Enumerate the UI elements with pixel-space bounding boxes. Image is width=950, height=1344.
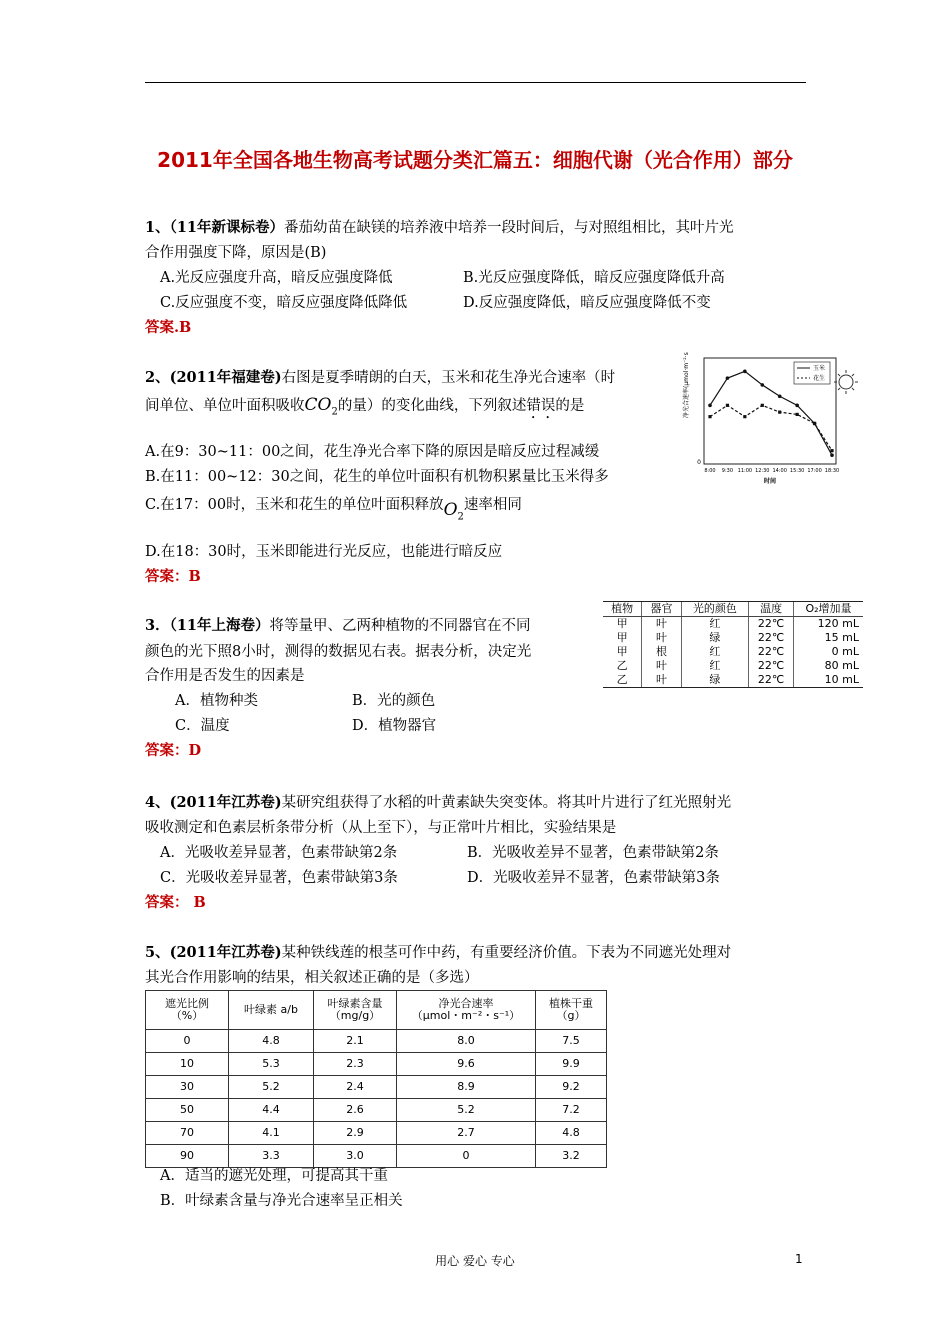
q2-option-d: D.在18：30时，玉米即能进行光反应，也能进行暗反应 (145, 544, 503, 560)
q4-line2: 吸收测定和色素层析条带分析（从上至下），与正常叶片相比，实验结果是 (145, 820, 617, 836)
table-row (146, 1053, 607, 1076)
q4-option-b: B．光吸收差异不显著，色素带缺第2条 (467, 845, 719, 861)
q2-option-c-text2: 速率相同 (463, 497, 522, 513)
q2-option-a: A.在9：30~11：00之间，花生净光合率下降的原因是暗反应过程减缓 (145, 444, 600, 460)
q3-option-b: B．光的颜色 (352, 693, 436, 709)
x-tick-label: 14:00 (772, 468, 787, 474)
net-photosynthesis-chart (676, 352, 866, 487)
header-label: 遮光比例 (165, 997, 209, 1010)
y-axis-label: 净光合速率(μmol·m⁻²·s⁻¹) (683, 352, 690, 418)
q1-answer: 答案.B (145, 319, 192, 336)
q2-text1: 右图是夏季晴朗的白天，玉米和花生净光合速率（时 (281, 370, 616, 386)
table-cell: 乙 (616, 673, 628, 686)
q3-table-header (603, 602, 863, 617)
q3-table (603, 602, 863, 687)
o2-sub: 2 (457, 511, 464, 523)
q3-option-c: C．温度 (175, 718, 230, 734)
table-cell: 22℃ (749, 673, 794, 687)
q2-num: 2、 (145, 369, 170, 386)
q2-text2b: 的量）的变化曲线，下列叙述 (337, 398, 527, 414)
q2-source: (2011年福建卷) (169, 369, 282, 386)
q3-col-o2: O₂增加量 (794, 602, 863, 617)
table-cell: 22℃ (749, 631, 794, 645)
q2-text2d: 的是 (555, 398, 585, 414)
q2-option-c (145, 494, 522, 521)
q4-option-a: A．光吸收差异显著，色素带缺第2条 (160, 845, 398, 861)
table-cell: 4.8 (229, 1030, 314, 1053)
table-cell: 0 (397, 1145, 536, 1168)
table-cell: 7.5 (536, 1030, 607, 1053)
data-point (708, 415, 711, 418)
q5-num: 5、 (145, 944, 170, 961)
table-cell: 30 (146, 1076, 229, 1099)
legend-label-peanut: 花生 (813, 375, 826, 382)
q5-col-ab (229, 991, 314, 1030)
header-unit: （%） (170, 1009, 204, 1022)
q3-table-wrap (603, 601, 863, 688)
q1-option-d: D.反应强度降低，暗反应强度降低不变 (463, 295, 711, 311)
q4-option-d: D．光吸收差异不显著，色素带缺第3条 (467, 870, 720, 886)
header-label: 植株干重 (549, 997, 593, 1010)
table-cell: 甲 (616, 645, 628, 658)
table-cell: 70 (146, 1122, 229, 1145)
q4-answer: 答案： B (145, 894, 206, 911)
header-unit: （mg/g） (329, 1009, 381, 1022)
table-row (603, 673, 863, 687)
table-cell: 叶 (642, 659, 681, 673)
q3-answer: 答案：D (145, 742, 202, 759)
q2-emphasis-wrong: 错误 (526, 398, 556, 414)
co2-co: CO (304, 395, 332, 415)
q1-option-a: A.光反应强度升高，暗反应强度降低 (160, 270, 393, 286)
q5-text1: 某种铁线莲的根茎可作中药，有重要经济价值。下表为不同遮光处理对 (281, 945, 732, 961)
data-point (760, 383, 764, 387)
table-cell: 10 (146, 1053, 229, 1076)
table-row (146, 1076, 607, 1099)
data-point (813, 422, 816, 425)
x-tick-label: 9:30 (721, 468, 734, 474)
data-point (743, 415, 746, 418)
table-cell: 50 (146, 1099, 229, 1122)
header-label: 叶绿素 a/b (244, 1003, 298, 1016)
table-cell: 2.1 (314, 1030, 397, 1053)
table-row (146, 1099, 607, 1122)
q2-line2 (145, 395, 584, 422)
table-cell: 红 (681, 659, 748, 673)
q3-text1: 将等量甲、乙两种植物的不同器官在不同 (269, 618, 531, 634)
table-row (603, 631, 863, 645)
header-label: 叶绿素含量 (327, 997, 383, 1010)
table-cell: 8.9 (397, 1076, 536, 1099)
table-cell: 15 mL (794, 631, 863, 645)
o2-o: O (443, 500, 458, 520)
q4-line1 (145, 793, 731, 813)
q2-option-c-text: C.在17：00时，玉米和花生的单位叶面积释放 (145, 497, 444, 513)
table-cell: 5.2 (229, 1076, 314, 1099)
table-cell: 22℃ (749, 645, 794, 659)
q5-col-chl (314, 991, 397, 1030)
x-tick-label: 18:30 (824, 468, 840, 474)
q3-option-a: A．植物种类 (175, 693, 258, 709)
q5-line2: 其光合作用影响的结果，相关叙述正确的是（多选） (145, 970, 479, 986)
data-point (726, 376, 730, 380)
header-unit: （μmol・m⁻²・s⁻¹） (411, 1009, 521, 1022)
q4-text1: 某研究组获得了水稻的叶黄素缺失突变体。将其叶片进行了红光照射光 (281, 795, 732, 811)
q5-table-header (146, 991, 607, 1030)
q2-text2a: 间单位、单位叶面积吸收 (145, 398, 305, 414)
y-tick-zero: 0 (697, 459, 701, 466)
data-point (795, 404, 799, 408)
data-point (778, 411, 781, 414)
data-point (830, 449, 833, 452)
data-point (743, 370, 747, 374)
table-cell: 2.9 (314, 1122, 397, 1145)
q2-option-b: B.在11：00~12：30之间，花生的单位叶面积有机物积累量比玉米得多 (145, 469, 609, 485)
table-row (146, 1122, 607, 1145)
q4-source: (2011年江苏卷) (169, 794, 282, 811)
table-cell: 3.0 (314, 1145, 397, 1168)
sun-icon (834, 370, 858, 394)
q1-option-c: C.反应强度不变，暗反应强度降低降低 (160, 295, 408, 311)
legend-label-corn: 玉米 (813, 365, 826, 372)
table-cell: 3.2 (536, 1145, 607, 1168)
table-cell: 9.2 (536, 1076, 607, 1099)
table-cell: 5.3 (229, 1053, 314, 1076)
q5-table (145, 990, 607, 1168)
x-tick-label: 12:30 (755, 468, 770, 474)
footer-motto: 用心 爱心 专心 (435, 1254, 515, 1268)
q3-line3: 合作用是否发生的因素是 (145, 668, 305, 684)
table-cell: 120 mL (794, 617, 863, 632)
series-line-peanut (710, 405, 832, 450)
table-cell: 甲 (616, 631, 628, 644)
table-cell: 8.0 (397, 1030, 536, 1053)
q5-line1 (145, 943, 731, 963)
q5-source: (2011年江苏卷) (169, 944, 282, 961)
data-point (708, 404, 712, 408)
x-tick-label: 17:00 (807, 468, 822, 474)
q2-chart (676, 352, 866, 487)
table-cell: 90 (146, 1145, 229, 1168)
q3-col-light: 光的颜色 (681, 602, 748, 617)
table-cell: 7.2 (536, 1099, 607, 1122)
table-cell: 2.6 (314, 1099, 397, 1122)
table-cell: 红 (681, 645, 748, 659)
q5-option-a: A．适当的遮光处理，可提高其干重 (160, 1168, 388, 1184)
table-cell: 叶 (642, 673, 681, 687)
q3-line1 (145, 616, 531, 636)
header-unit: （g） (556, 1009, 586, 1022)
table-row (603, 659, 863, 673)
co2-sub: 2 (331, 406, 338, 418)
q3-num: 3． (145, 617, 170, 634)
q1-line2: 合作用强度下降，原因是(B) (145, 245, 327, 261)
x-tick-label: 8:00 (704, 468, 716, 474)
data-point (796, 413, 799, 416)
table-cell: 2.4 (314, 1076, 397, 1099)
data-point (726, 404, 729, 407)
data-point (761, 404, 764, 407)
q1-source: （11年新课标卷） (169, 219, 285, 236)
table-row (603, 617, 863, 632)
co2-formula (304, 395, 338, 418)
q3-option-d: D．植物器官 (352, 718, 437, 734)
table-cell: 叶 (642, 631, 681, 645)
table-cell: 4.8 (536, 1122, 607, 1145)
q3-source: （11年上海卷） (169, 617, 270, 634)
x-tick-label: 11:00 (737, 468, 753, 474)
table-cell: 3.3 (229, 1145, 314, 1168)
table-cell: 绿 (681, 631, 748, 645)
header-label: 净光合速率 (438, 997, 494, 1010)
q2-answer: 答案：B (145, 568, 201, 585)
table-cell: 5.2 (397, 1099, 536, 1122)
q1-text1: 番茄幼苗在缺镁的培养液中培养一段时间后，与对照组相比，其叶片光 (284, 220, 734, 236)
page-title: 2011年全国各地生物高考试题分类汇篇五：细胞代谢（光合作用）部分 (157, 148, 793, 172)
q4-option-c: C．光吸收差异显著，色素带缺第3条 (160, 870, 398, 886)
q1-num: 1、 (145, 219, 170, 236)
table-cell: 10 mL (794, 673, 863, 687)
table-cell: 2.3 (314, 1053, 397, 1076)
q5-col-rate (397, 991, 536, 1030)
table-cell: 4.1 (229, 1122, 314, 1145)
x-tick-label: 15:30 (789, 468, 805, 474)
table-cell: 叶 (642, 617, 681, 632)
table-row (146, 1145, 607, 1168)
q5-table-wrap (145, 990, 607, 1168)
table-cell: 22℃ (749, 617, 794, 632)
q3-line2: 颜色的光下照8小时，测得的数据见右表。据表分析，决定光 (145, 644, 532, 660)
q3-col-organ: 器官 (642, 602, 681, 617)
q2-line1 (145, 368, 615, 388)
o2-formula (443, 500, 464, 523)
table-cell: 80 mL (794, 659, 863, 673)
x-axis-label: 时间 (763, 478, 777, 485)
table-cell: 0 (146, 1030, 229, 1053)
header-rule (145, 82, 806, 83)
table-cell: 22℃ (749, 659, 794, 673)
table-cell: 绿 (681, 673, 748, 687)
q3-col-temp: 温度 (749, 602, 794, 617)
table-cell: 9.6 (397, 1053, 536, 1076)
data-point (830, 453, 834, 457)
q1-option-b: B.光反应强度降低，暗反应强度降低升高 (463, 270, 725, 286)
q3-col-plant: 植物 (603, 602, 642, 617)
table-cell: 2.7 (397, 1122, 536, 1145)
q1-line1 (145, 218, 734, 238)
table-cell: 甲 (616, 617, 628, 630)
table-row (603, 645, 863, 659)
table-cell: 0 mL (794, 645, 863, 659)
table-cell: 根 (642, 645, 681, 659)
q4-num: 4、 (145, 794, 170, 811)
page-number: 1 (795, 1252, 803, 1266)
table-cell: 9.9 (536, 1053, 607, 1076)
table-row (146, 1030, 607, 1053)
data-point (778, 394, 782, 398)
table-cell: 4.4 (229, 1099, 314, 1122)
table-cell: 红 (681, 617, 748, 632)
q5-option-b: B．叶绿素含量与净光合速率呈正相关 (160, 1193, 403, 1209)
q5-col-shade (146, 991, 229, 1030)
table-cell: 乙 (616, 659, 628, 672)
q5-col-weight (536, 991, 607, 1030)
